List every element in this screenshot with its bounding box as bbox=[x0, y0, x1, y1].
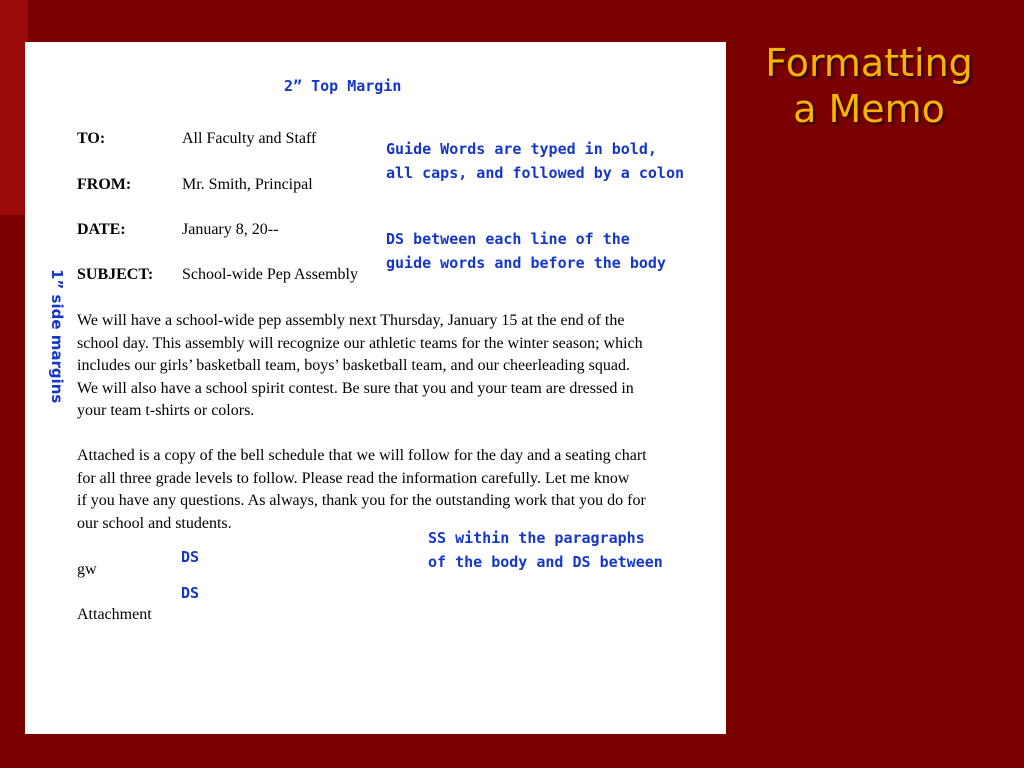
memo-paragraph-1-line: We will also have a school spirit contest. Be sure that you and your team are dressed in bbox=[77, 379, 634, 397]
slide-title-line-1: Formatting bbox=[765, 41, 973, 85]
memo-paragraph-1-line: includes our girls’ basketball team, boys’ basketball team, and our cheerleading squad. bbox=[77, 357, 631, 374]
memo-paragraph-1-line: school day. This assembly will recognize our athletic teams for the winter season; which bbox=[77, 334, 643, 352]
slide-title bbox=[728, 40, 1010, 132]
memo-paragraph-1-line: your team t-shirts or colors. bbox=[77, 402, 255, 419]
guide-word-label-date: DATE: bbox=[77, 221, 126, 238]
guide-word-value-date: January 8, 20-- bbox=[182, 221, 279, 238]
guide-word-label-from: FROM: bbox=[77, 176, 132, 193]
top-margin-note: 2” Top Margin bbox=[284, 77, 402, 95]
memo-paragraph-1-line: We will have a school-wide pep assembly next Thursday, January 15 at the end of the bbox=[77, 312, 625, 329]
memo-paragraph-2-line: our school and students. bbox=[77, 514, 232, 532]
memo-paragraph-2-line: Attached is a copy of the bell schedule that we will follow for the day and a seating chart bbox=[77, 447, 647, 464]
guide-word-label-subject: SUBJECT: bbox=[77, 266, 154, 283]
memo-page bbox=[25, 42, 726, 734]
background-accent-band bbox=[0, 0, 28, 215]
ds-note-2: DS bbox=[181, 584, 200, 602]
side-margins-note: 1” side margins bbox=[48, 269, 66, 404]
single-space-note bbox=[428, 526, 663, 574]
memo-paragraph-2-line: if you have any questions. As always, thank you for the outstanding work that you do for bbox=[77, 492, 646, 509]
guide-word-value-subject: School-wide Pep Assembly bbox=[182, 266, 358, 283]
memo-attachment-notation: Attachment bbox=[77, 606, 152, 623]
memo-paragraph-2-line: for all three grade levels to follow. Please read the information carefully. Let me know bbox=[77, 469, 630, 487]
guide-words-note-line-2: all caps, and followed by a colon bbox=[386, 164, 685, 182]
guide-words-note bbox=[386, 137, 684, 185]
memo-paragraph-2 bbox=[77, 445, 647, 535]
double-space-note bbox=[386, 227, 666, 275]
double-space-note-line-1: DS between each line of the bbox=[386, 230, 630, 248]
ds-note-1: DS bbox=[181, 548, 200, 566]
single-space-note-line-1: SS within the paragraphs bbox=[428, 529, 645, 547]
memo-paragraph-1 bbox=[77, 310, 643, 423]
memo-initials: gw bbox=[77, 561, 97, 578]
slide-title-line-2: a Memo bbox=[793, 87, 945, 131]
guide-words-note-line-1: Guide Words are typed in bold, bbox=[386, 140, 657, 158]
guide-word-label-to: TO: bbox=[77, 130, 106, 147]
double-space-note-line-2: guide words and before the body bbox=[386, 254, 666, 272]
guide-word-value-to: All Faculty and Staff bbox=[182, 130, 317, 147]
single-space-note-line-2: of the body and DS between bbox=[428, 553, 663, 571]
guide-word-value-from: Mr. Smith, Principal bbox=[182, 176, 313, 193]
